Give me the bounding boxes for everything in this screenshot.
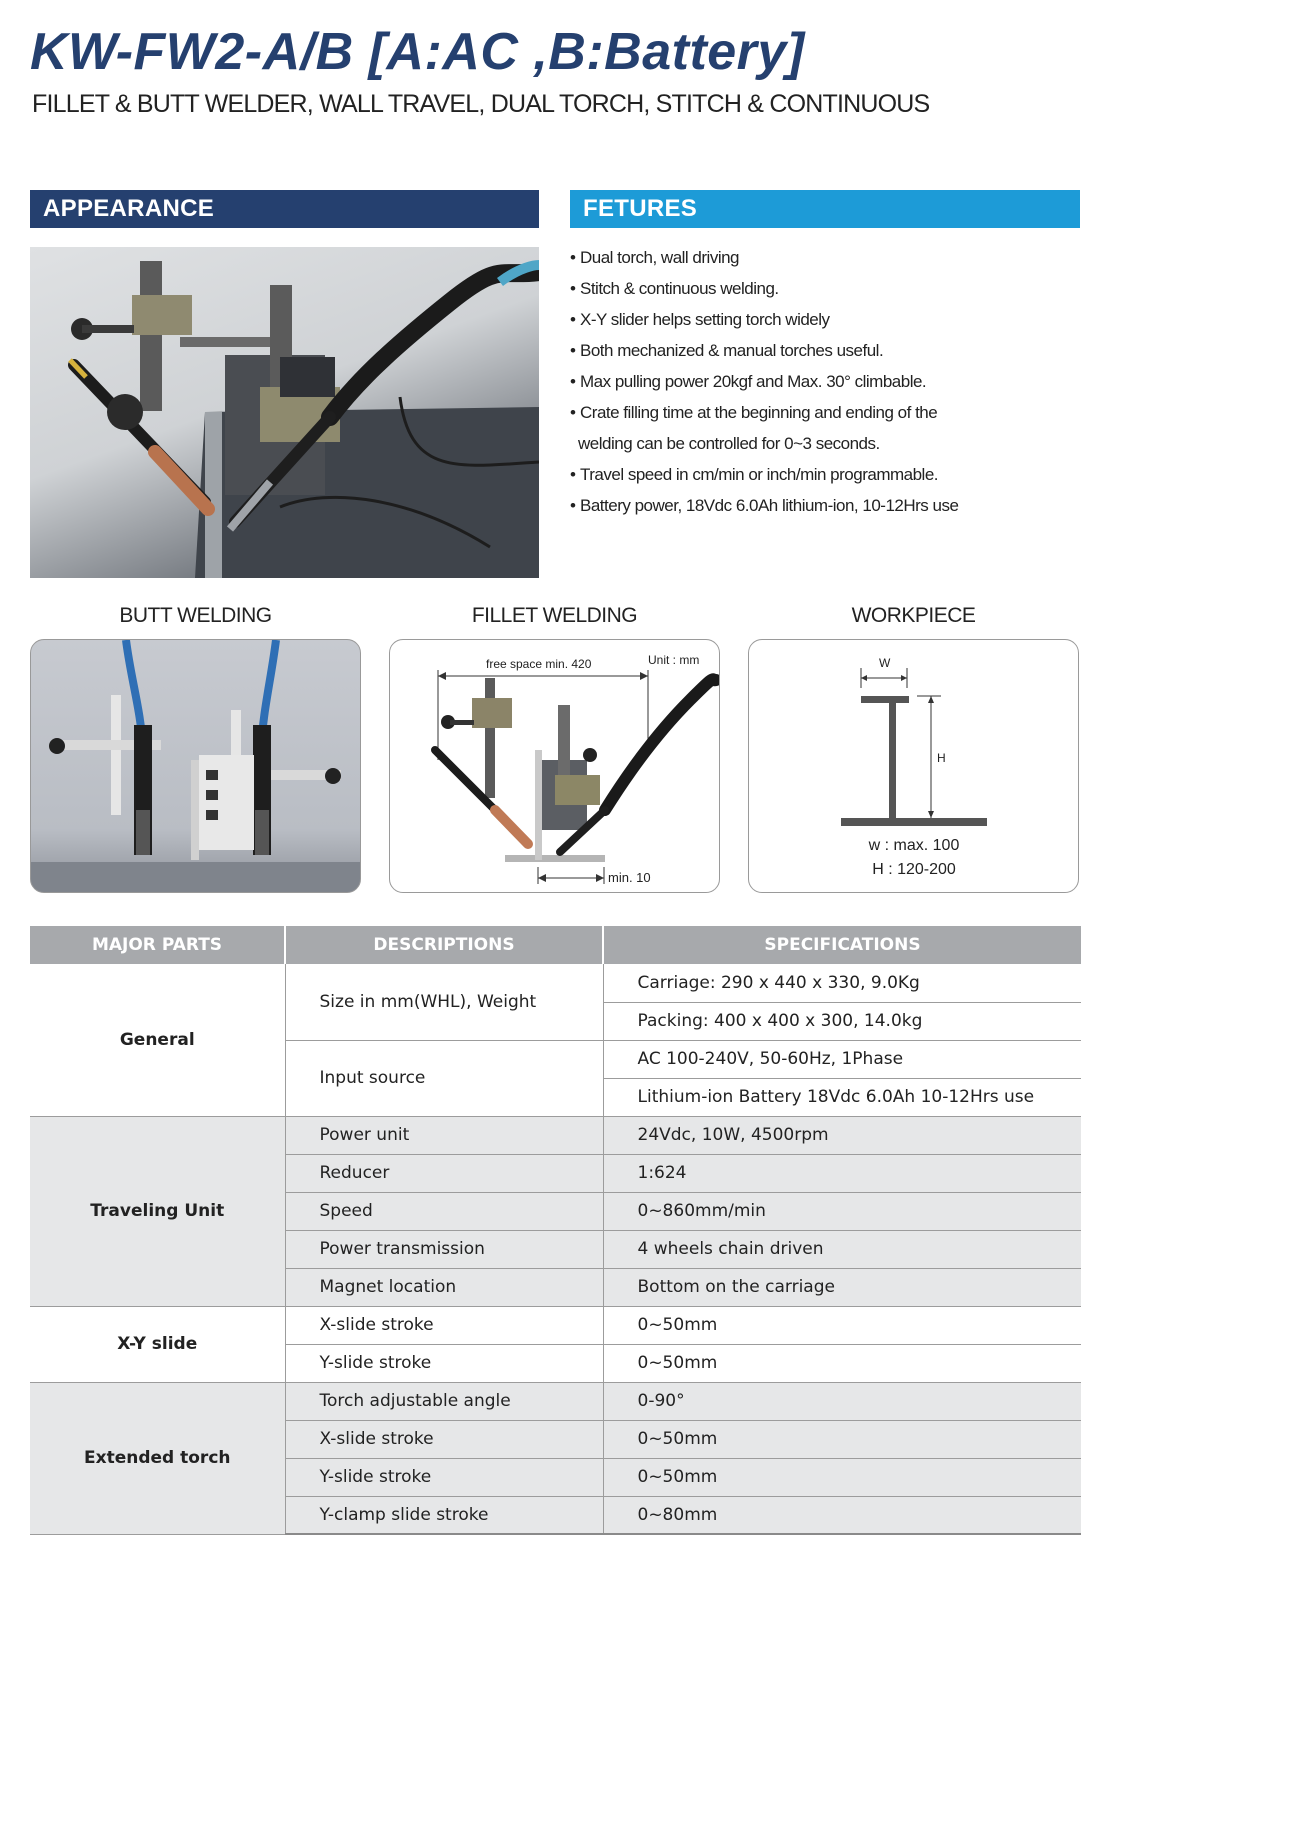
spec-cell: 4 wheels chain driven <box>603 1230 1081 1268</box>
spec-cell: 0~860mm/min <box>603 1192 1081 1230</box>
spec-cell: 0~50mm <box>603 1344 1081 1382</box>
product-subtitle: FILLET & BUTT WELDER, WALL TRAVEL, DUAL TORCH, STITCH & CONTINUOUS <box>32 90 930 118</box>
feature-item: • Stitch & continuous welding. <box>570 273 1080 304</box>
product-title: KW-FW2-A/B [A:AC ,B:Battery] <box>30 23 805 81</box>
desc-size: Size in mm(WHL), Weight <box>285 964 603 1040</box>
butt-welding-illustration <box>31 640 361 893</box>
feature-item-continuation: welding can be controlled for 0~3 seconds. <box>578 434 880 453</box>
desc-cell: Speed <box>285 1192 603 1230</box>
feature-item: • X-Y slider helps setting torch widely <box>570 304 1080 335</box>
part-general: General <box>30 964 285 1116</box>
feature-item: • Crate filling time at the beginning and ending of the <box>570 397 1080 428</box>
desc-cell: Y-slide stroke <box>285 1344 603 1382</box>
spec-cell: 24Vdc, 10W, 4500rpm <box>603 1116 1081 1154</box>
feature-item: • Dual torch, wall driving <box>570 242 1080 273</box>
desc-cell: Power transmission <box>285 1230 603 1268</box>
h-dimension-label: H <box>937 751 946 765</box>
table-row <box>30 964 1081 1002</box>
w-spec-text: w : max. 100 <box>868 837 960 854</box>
desc-cell: Torch adjustable angle <box>285 1382 603 1420</box>
part-xy-slide: X-Y slide <box>30 1306 285 1382</box>
table-row <box>30 1382 1081 1420</box>
w-dimension-label: W <box>879 656 891 670</box>
free-space-text: free space min. 420 <box>486 657 592 671</box>
header-major-parts: MAJOR PARTS <box>30 926 285 964</box>
workpiece-diagram <box>748 639 1079 893</box>
desc-input-source: Input source <box>285 1040 603 1116</box>
min-clearance-text: min. 10 <box>608 870 651 885</box>
fillet-welding-illustration <box>390 640 720 893</box>
desc-cell: Magnet location <box>285 1268 603 1306</box>
features-list <box>570 242 1080 521</box>
fillet-welding-diagram <box>389 639 720 893</box>
spec-cell: 0~50mm <box>603 1420 1081 1458</box>
appearance-heading: APPEARANCE <box>30 190 539 228</box>
butt-welding-photo <box>30 639 361 893</box>
desc-cell: Reducer <box>285 1154 603 1192</box>
header-descriptions: DESCRIPTIONS <box>285 926 603 964</box>
part-traveling-unit: Traveling Unit <box>30 1116 285 1306</box>
spec-cell: 0~50mm <box>603 1306 1081 1344</box>
spec-cell: 0~80mm <box>603 1496 1081 1534</box>
desc-cell: Power unit <box>285 1116 603 1154</box>
workpiece-illustration <box>749 640 1079 893</box>
spec-cell: Bottom on the carriage <box>603 1268 1081 1306</box>
butt-welding-label: BUTT WELDING <box>119 604 272 627</box>
features-heading: FETURES <box>570 190 1080 228</box>
appearance-photo <box>30 247 539 578</box>
spec-cell: 1:624 <box>603 1154 1081 1192</box>
desc-cell: Y-slide stroke <box>285 1458 603 1496</box>
feature-item: • Battery power, 18Vdc 6.0Ah lithium-ion, 10-12Hrs use <box>570 490 1080 521</box>
desc-cell: X-slide stroke <box>285 1306 603 1344</box>
table-row <box>30 1116 1081 1154</box>
h-spec-text: H : 120-200 <box>872 861 956 878</box>
workpiece-label: WORKPIECE <box>851 604 976 627</box>
fillet-welding-label: FILLET WELDING <box>471 604 638 627</box>
feature-item: • Max pulling power 20kgf and Max. 30° climbable. <box>570 366 1080 397</box>
feature-item: • Travel speed in cm/min or inch/min programmable. <box>570 459 1080 490</box>
spec-carriage: Carriage: 290 x 440 x 330, 9.0Kg <box>603 964 1081 1002</box>
unit-text: Unit : mm <box>648 653 700 667</box>
part-extended-torch: Extended torch <box>30 1382 285 1534</box>
spec-packing: Packing: 400 x 400 x 300, 14.0kg <box>603 1002 1081 1040</box>
desc-cell: Y-clamp slide stroke <box>285 1496 603 1534</box>
table-row <box>30 1306 1081 1344</box>
spec-battery: Lithium-ion Battery 18Vdc 6.0Ah 10-12Hrs use <box>603 1078 1081 1116</box>
spec-cell: 0~50mm <box>603 1458 1081 1496</box>
spec-ac: AC 100-240V, 50-60Hz, 1Phase <box>603 1040 1081 1078</box>
spec-cell: 0-90° <box>603 1382 1081 1420</box>
desc-cell: X-slide stroke <box>285 1420 603 1458</box>
feature-item: • Both mechanized & manual torches useful. <box>570 335 1080 366</box>
specifications-table <box>30 926 1081 1535</box>
welder-illustration <box>30 247 539 578</box>
header-specifications: SPECIFICATIONS <box>603 926 1081 964</box>
